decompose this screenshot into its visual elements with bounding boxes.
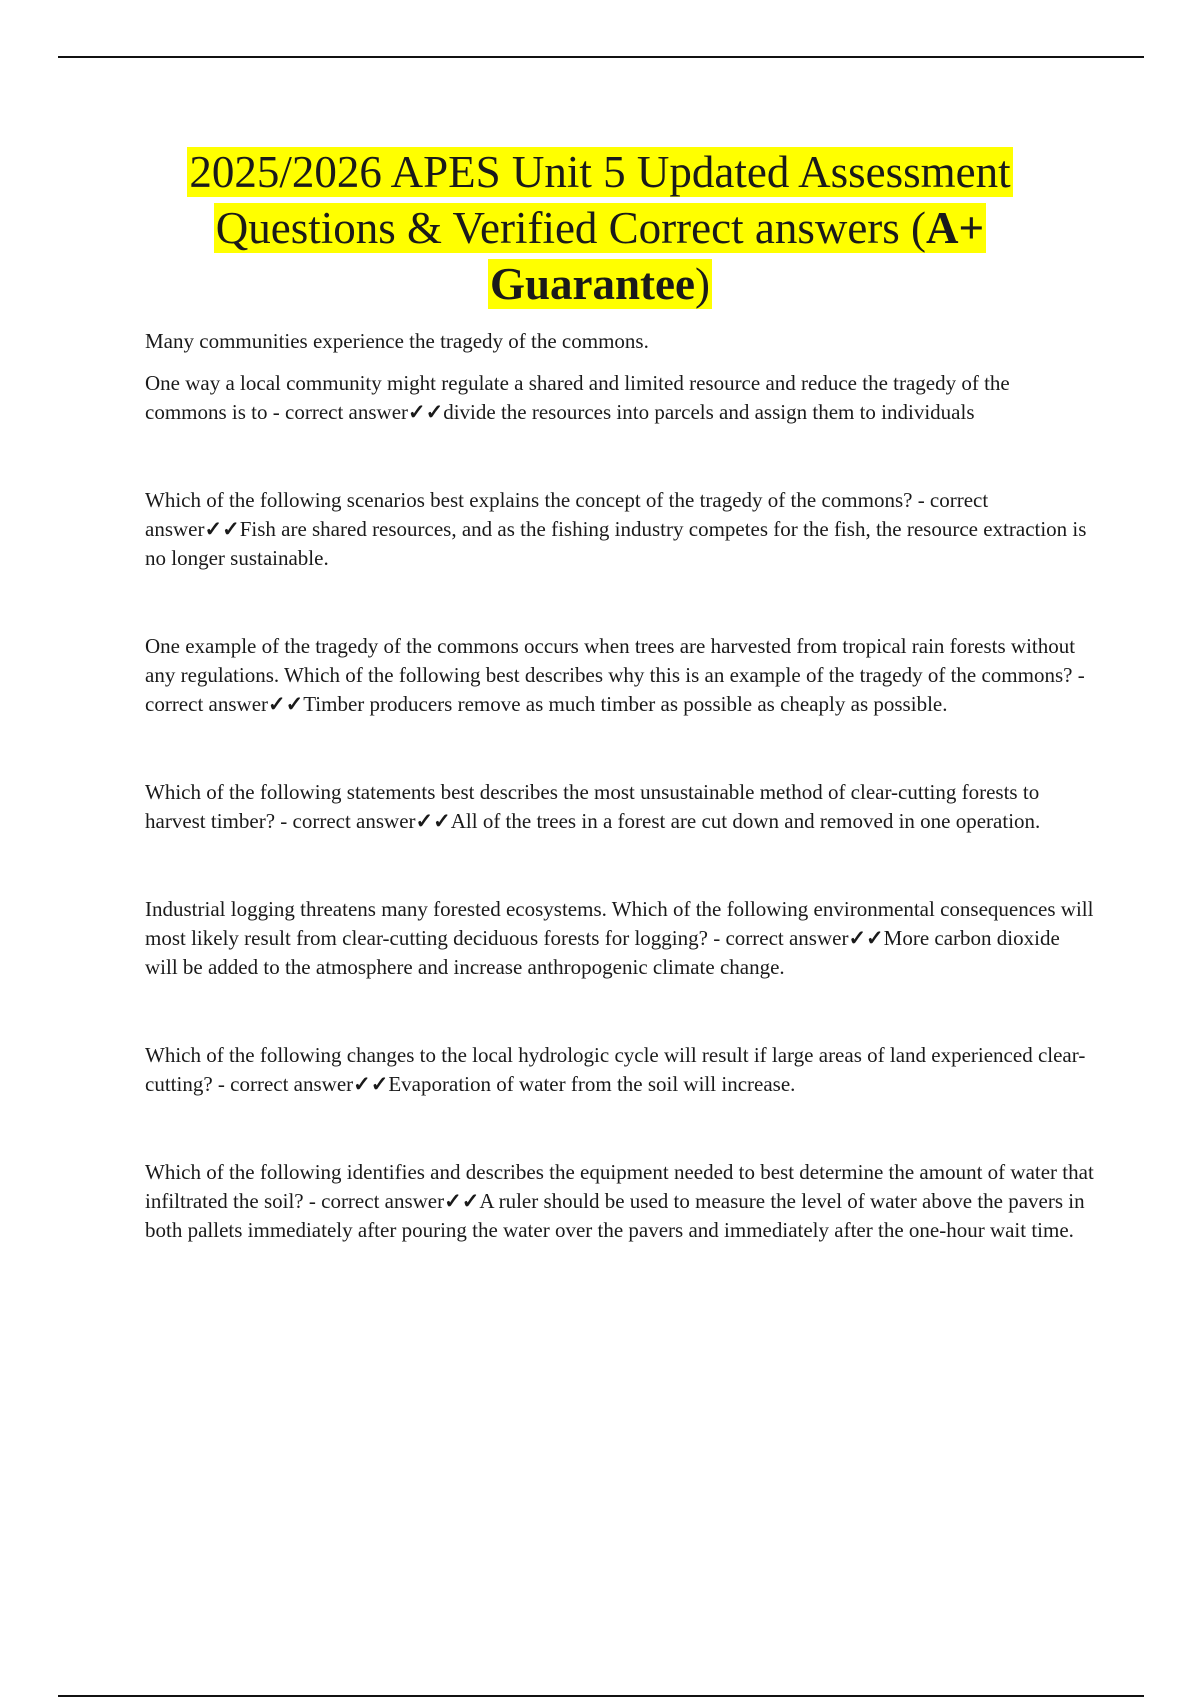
answer-text: Fish are shared resources, and as the fishing industry competes for the fish, the resource extraction is no longer sustainable.: [145, 517, 1087, 570]
document-title: [140, 144, 1060, 312]
answer-text: Timber producers remove as much timber as possible as cheaply as possible.: [303, 692, 948, 716]
qa-item: [145, 778, 1095, 836]
check-marks-icon: ✓✓: [444, 1189, 480, 1213]
check-marks-icon: ✓✓: [415, 809, 451, 833]
bottom-rule: [58, 1695, 1144, 1697]
answer-text: More carbon dioxide will be added to the atmosphere and increase anthropogenic climate change.: [145, 926, 1060, 979]
check-marks-icon: ✓✓: [848, 926, 884, 950]
check-marks-icon: ✓✓: [204, 517, 240, 541]
answer-text: divide the resources into parcels and assign them to individuals: [443, 400, 975, 424]
qa-list: [145, 369, 1095, 1245]
answer-text: A ruler should be used to measure the level of water above the pavers in both pallets immediately after pouring the water over the pavers and immediately after the one-hour wait time.: [145, 1189, 1085, 1242]
qa-item: [145, 1041, 1095, 1099]
question-text: Which of the following scenarios best explains the concept of the tragedy of the commons?: [145, 488, 918, 512]
qa-item: [145, 895, 1095, 982]
title-text-end: ): [694, 259, 710, 309]
check-marks-icon: ✓✓: [353, 1072, 389, 1096]
question-text: One way a local community might regulate a shared and limited resource and reduce the tragedy of the commons is to: [145, 371, 1010, 424]
answer-text: All of the trees in a forest are cut down and removed in one operation.: [450, 809, 1041, 833]
top-rule: [58, 56, 1144, 58]
qa-item: [145, 486, 1095, 573]
document-body: [145, 327, 1095, 1304]
answer-marker: - correct answer: [145, 488, 989, 541]
answer-marker: - correct answer: [308, 1189, 445, 1213]
question-text: One example of the tragedy of the commons occurs when trees are harvested from tropical rain forests without any regulations. Which of the following best describes why this is an example of the tragedy of the commons?: [145, 634, 1078, 687]
answer-marker: - correct answer: [145, 663, 1085, 716]
answer-marker: - correct answer: [217, 1072, 354, 1096]
answer-marker: - correct answer: [713, 926, 849, 950]
check-marks-icon: ✓✓: [268, 692, 304, 716]
answer-marker: - correct answer: [272, 400, 409, 424]
question-text: Which of the following changes to the local hydrologic cycle will result if large areas of land experienced clear-cutting?: [145, 1043, 1086, 1096]
title-text: 2025/2026 APES Unit 5 Updated Assessment Questions & Verified Correct answers (: [189, 147, 1011, 253]
qa-item: [145, 632, 1095, 719]
qa-item: [145, 1158, 1095, 1245]
answer-marker: - correct answer: [280, 809, 416, 833]
answer-text: Evaporation of water from the soil will increase.: [388, 1072, 796, 1096]
question-text: Which of the following identifies and describes the equipment needed to best determine the amount of water that infiltrated the soil?: [145, 1160, 1094, 1213]
intro-text: Many communities experience the tragedy of the commons.: [145, 329, 649, 353]
question-text: Which of the following statements best describes the most unsustainable method of clear-cutting forests to harvest timber?: [145, 780, 1040, 833]
qa-item: [145, 369, 1095, 427]
check-marks-icon: ✓✓: [408, 400, 444, 424]
question-text: Industrial logging threatens many forested ecosystems. Which of the following environmental consequences will most likely result from clear-cutting deciduous forests for logging?: [145, 897, 1094, 950]
title-bold-text: A+ Guarantee: [490, 203, 985, 309]
